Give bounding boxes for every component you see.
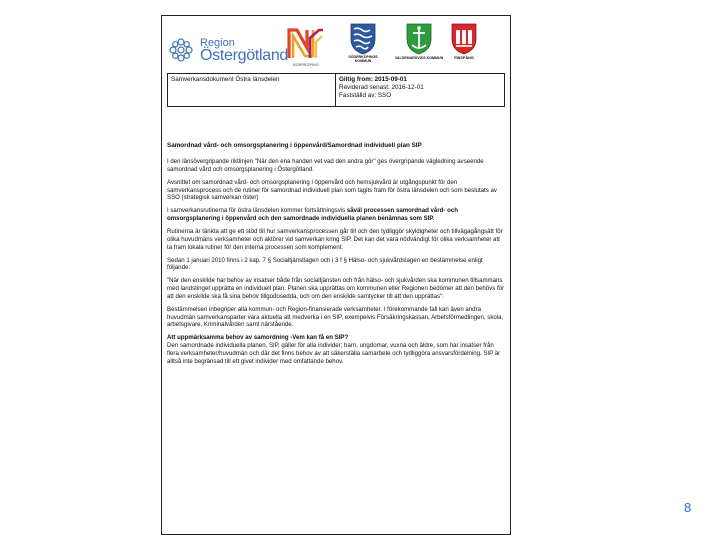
region-rosette-icon — [167, 36, 195, 64]
valid-from: Giltig from: 2015-09-01 — [339, 76, 407, 83]
document-heading: Samordnad vård- och omsorgsplanering i öppenvård/Samordnad individuell plan SIP — [167, 142, 422, 149]
paragraph-3 — [167, 207, 505, 222]
soderkoping-label: SÖDERKÖPINGS KOMMUN — [348, 55, 378, 64]
logo-header — [162, 16, 510, 73]
paragraph-8-text: Den samordnade individuella planen, SIP, gäller för alla individer; barn, ungdomar, vuxna och äldre, som har insatser från flera verksamheter/huvudmän och där det finns behov av att säkerställa samarbete och tydliggöra ansvarsfördelning. SIP är alltså inte begränsad till ett givet individer med omfattande behov. — [167, 342, 501, 365]
revised-date: Reviderad senast: 2016-12-01 — [339, 84, 424, 91]
page-number: 8 — [684, 500, 692, 515]
finspang-logo — [447, 23, 481, 73]
soderkoping-logo — [342, 23, 384, 73]
document-page — [161, 15, 511, 535]
paragraph-7: Bestämmelsen inbegriper alla kommun- och Region-finansierade verksamheter. I förekommande fall kan även andra huvudmän samverkansparter vara aktuella att medverka i en SIP, exempelvis Försäkringskassan, Arbetsförmedlingen, skola, arbetsgivare, Kriminalvården samt närstående. — [167, 305, 504, 329]
valdemarsvik-label: VALDEMARSVIKS KOMMUN — [394, 56, 444, 60]
paragraph-5: Sedan 1 januari 2010 finns i 2 kap. 7 § Socialtjänstlagen och i 3 f § Hälso- och sjukvårdslagen en bestämmelse enligt följande: — [167, 256, 483, 272]
region-logo-line1: Region — [200, 37, 235, 49]
paragraph-2: Avsnittet om samordnad vård- och omsorgsplanering i öppenvård och hemsjukvård är utgångspunkt för den samverkansprocess och de rutiner för samordnad individuell plan som tagits fram för östra länsdelen och som beslutats av SSO (strategisk samverkan öster) — [167, 178, 497, 202]
paragraph-8 — [167, 334, 505, 365]
document-meta-table — [167, 73, 505, 107]
document-type-cell — [168, 74, 336, 106]
paragraph-4: Rutinerna är tänkta att ge ett stöd till hur samverkansprocessen går till och den tydliggör skyldigheter och tillvägagångsätt för olika huvudmäns verksamheter och aktörer vid samverkan kring SIP. Det kan det vara nödvändigt för olika verksamheter att ta fram lokala rutiner för den interna processen som komplement. — [167, 228, 503, 251]
norrkoping-logo — [286, 24, 326, 74]
region-logo-line2: Östergötland — [200, 47, 289, 64]
valdemarsvik-shield-icon — [395, 23, 443, 55]
approved-by: Fastställd av: SSO — [339, 92, 392, 99]
document-type: Samverkansdokument Östra länsdelen — [171, 76, 280, 83]
document-validity-cell — [336, 74, 504, 106]
finspang-label: FINSPÅNG — [454, 56, 474, 60]
norrkoping-mark-icon — [286, 24, 326, 62]
section-heading-sip: Att uppmärksamma behov av samordning -Vem kan få en SIP? — [167, 334, 349, 342]
document-body — [167, 142, 505, 371]
norrkoping-label: NORRKÖPING — [293, 63, 319, 67]
valdemarsvik-logo — [395, 23, 443, 73]
paragraph-3-bold: såväl processen samordnad vård- och omsorgsplanering i öppenvård och den samordnade individuella planen benämnas som SIP. — [167, 207, 458, 222]
region-ostergotland-logo — [167, 36, 289, 66]
finspang-shield-icon — [447, 23, 481, 55]
paragraph-6: "När den enskilde har behov av insatser både från socialtjänsten och från hälso- och sjukvården ska kommunen tillsammans med landstinget upprätta en individuell plan. Planen ska upprättas om kommunen eller Regionen bedömer att den behövs för att den enskilde ska få sina behov tillgodosedda, och om den enskilde samtycker till att den upprättas". — [167, 277, 505, 300]
soderkoping-shield-icon — [342, 23, 384, 55]
paragraph-3-text: I samverkansrutinerna för östra länsdelen kommer fortsättningsvis — [167, 207, 347, 215]
paragraph-1: I den länsövergripande riktlinjen "När den ena handen vet vad den andra gör" ges övergripande vägledning avseende samordnad vård och omsorgsplanering i Östergötland. — [167, 158, 484, 173]
